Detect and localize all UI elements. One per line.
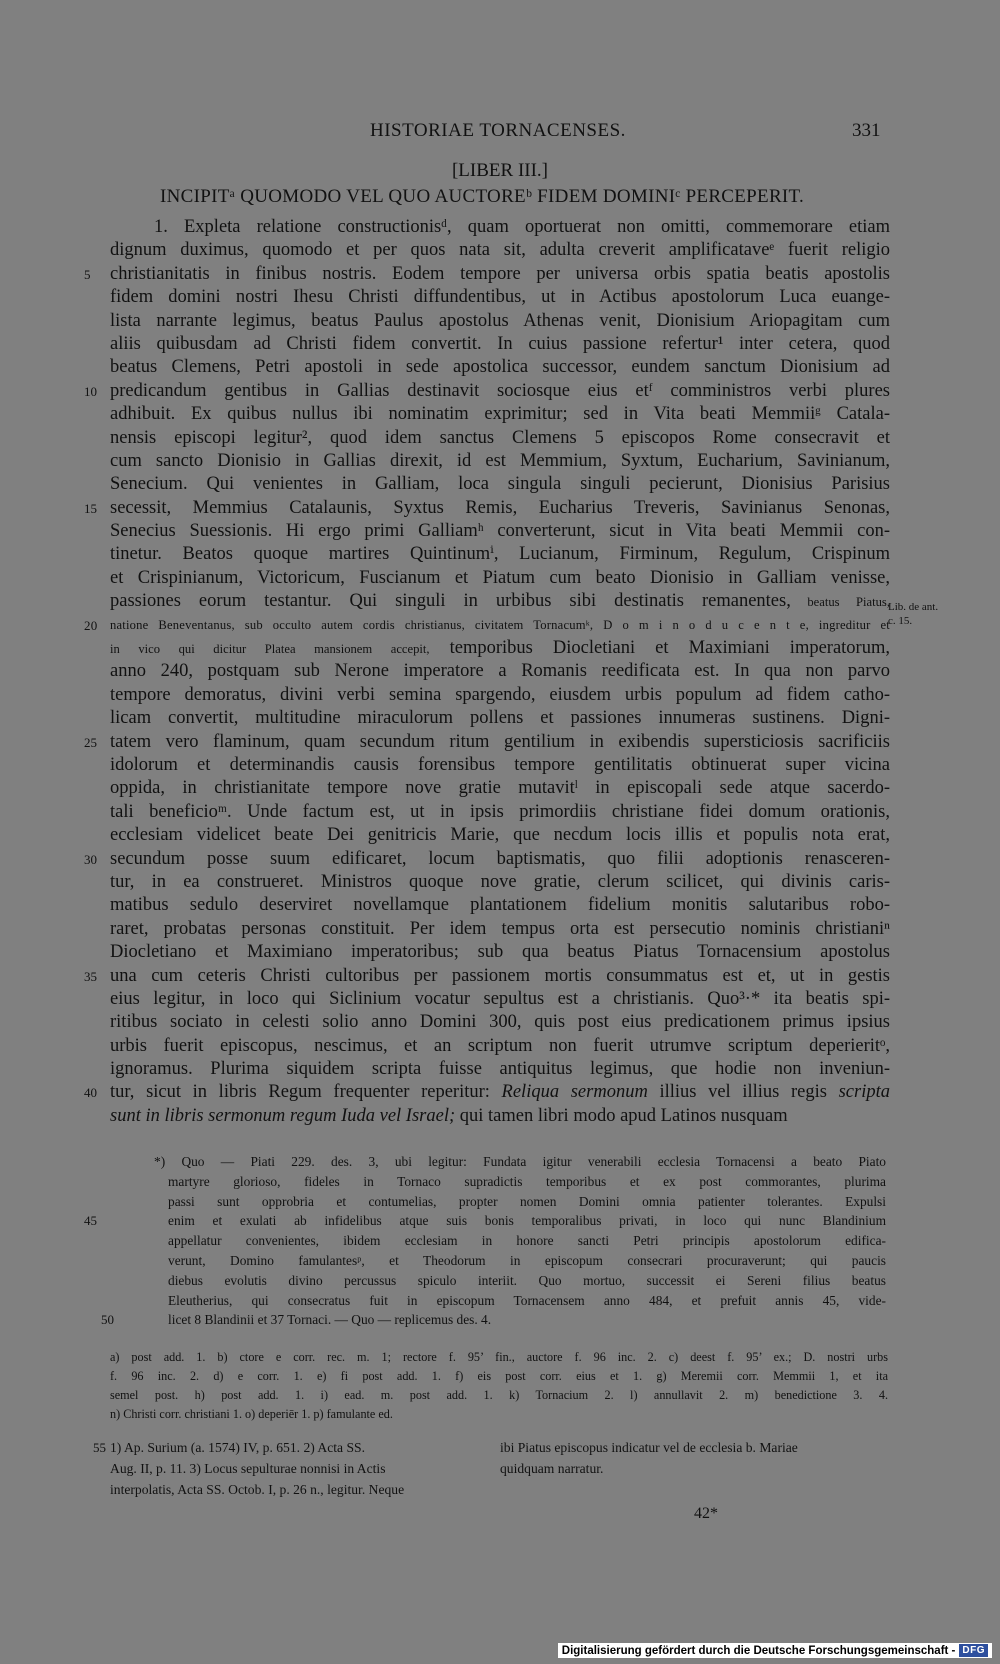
italic-span: sunt in libris sermonum regum Iuda vel Israel; <box>110 1105 456 1126</box>
text-line <box>84 848 890 871</box>
reference-left: 1) Ap. Surium (a. 1574) IV, p. 651. 2) Acta SS. <box>110 1440 366 1455</box>
text-span: tatem vero flaminum, quam secundum ritum gentilium in exibendis supersticiosis sacrificiis <box>110 731 890 752</box>
text-line <box>110 871 890 894</box>
text-line <box>110 286 890 309</box>
text-span: fidem domini nostri Ihesu Christi diffundentibus, ut in Actibus apostolorum Luca euange- <box>110 287 890 308</box>
text-line <box>84 263 890 286</box>
footnote-line <box>154 1291 886 1311</box>
signature-mark: 42* <box>694 1505 718 1522</box>
text-span: tur, in ea construeret. Ministros quoque nove gratie, clerum scilicet, qui divinis caris- <box>110 871 890 892</box>
reference-right: quidquam narratur. <box>500 1461 604 1476</box>
text-line <box>110 239 890 262</box>
footnote-line <box>154 1231 886 1251</box>
text-line <box>110 637 890 660</box>
footnote-line <box>84 1211 886 1231</box>
text-span: diebus evolutis divino percussus spiculo interiit. Quo mortuo, successit ei Sereni filius beatus <box>168 1272 886 1288</box>
line-number: 25 <box>84 734 97 750</box>
text-span: Eleutherius, qui consecratus fuit in episcopum Tornacensem anno 484, et prefuit annis 45, vide- <box>168 1292 886 1308</box>
reference-notes <box>93 1437 888 1500</box>
text-line <box>110 941 890 964</box>
text-line <box>110 1058 890 1081</box>
text-line <box>110 427 890 450</box>
text-span: ignoramus. Plurima siquidem scripta fuisse antiquitus legimus, que hodie non inveniun- <box>110 1059 890 1080</box>
text-span: tinetur. Beatos quoque martires Quintinumⁱ, Lucianum, Firminum, Regulum, Crispinum <box>110 544 890 565</box>
text-span: ecclesiam videlicet beate Dei genitricis Marie, que necdum locis illis et populis nota erat, <box>110 825 890 846</box>
text-span: secessit, Memmius Catalaunis, Syxtus Remis, Eucharius Treveris, Savinianus Senonas, <box>110 497 890 518</box>
text-span: licet 8 Blandinii et 37 Tornaci. — Quo — replicemus des. 4. <box>168 1312 492 1328</box>
reference-line <box>93 1437 888 1458</box>
text-line <box>110 777 890 800</box>
text-line <box>84 965 890 988</box>
text-line <box>110 567 890 590</box>
text-line <box>110 1035 890 1058</box>
text-span: nensis episcopi legitur², quod idem sanctus Clemens 5 episcopos Rome consecravit et <box>110 427 890 448</box>
text-line <box>84 1081 890 1104</box>
text-span: christianitatis in finibus nostris. Eodem tempore per universa orbis spatia beatis apostolis <box>110 263 890 284</box>
text-span: urbis fuerit episcopus, nescimus, et an scriptum non fuerit utrumve scriptum deperieritᵒ, <box>110 1035 890 1056</box>
text-span: Diocletiano et Maximiano imperatoribus; sub qua beatus Piatus Tornacensium apostolus <box>110 942 890 963</box>
italic-span: scripta <box>838 1082 890 1103</box>
text-line <box>110 403 890 426</box>
text-span: cum sancto Dionisio in Gallias direxit, id est Memmium, Syxtum, Eucharium, Savinianum, <box>110 450 890 471</box>
line-number: 15 <box>84 500 97 516</box>
text-span: passi sunt opprobria et contumelias, propter nomen Domini omnia patienter tolerantes. Expulsi <box>168 1193 886 1209</box>
margin-note-line: c. 15. <box>888 615 913 627</box>
text-line <box>110 988 890 1011</box>
text-line <box>110 310 890 333</box>
footnote-line <box>154 1251 886 1271</box>
line-number: 55 <box>93 1440 106 1455</box>
variant-note-line: a) post add. 1. b) ctore e corr. rec. m. 1; rectore f. 95’ fin., auctore f. 96 inc. 2. c) deest f. 95’ ex.; D. nostri urbs <box>110 1350 888 1364</box>
text-line <box>110 684 890 707</box>
footnote-line <box>101 1310 886 1330</box>
footnote-line <box>154 1172 886 1192</box>
text-span: Senecium. Qui venientes in Galliam, loca singula singuli pecierunt, Dionisius Parisius <box>110 474 890 495</box>
text-span: 1. Expleta relatione constructionisᵈ, quam oportuerat non omitti, commemorare etiam <box>154 217 890 237</box>
text-span: tempore demoratus, divini verbi semina spargendo, eiusdem urbis populum ad fidem catho- <box>110 684 890 705</box>
main-text <box>84 216 890 1128</box>
digitization-credit <box>558 1643 992 1658</box>
variant-notes <box>110 1348 888 1424</box>
text-line <box>110 590 890 613</box>
small-text: beatus Piatus, <box>790 595 890 610</box>
text-line <box>110 824 890 847</box>
text-line <box>84 614 890 637</box>
margin-note-line: Lib. de ant. <box>888 601 939 613</box>
line-number: 5 <box>84 266 91 282</box>
text-span: anno 240, postquam sub Nerone imperatore a Romanis reedificata est. In qua non parvo <box>110 661 890 682</box>
text-span: eius legitur, in loco qui Siclinium vocatur sepultus est a christianis. Quo³·* ita beatis spi- <box>110 988 890 1009</box>
footnote-line <box>154 1192 886 1212</box>
text-span: aliis quibusdam ad Christi fidem convertit. In cuius passione refertur¹ inter cetera, quod <box>110 333 890 354</box>
dfg-logo: DFG <box>959 1644 988 1657</box>
text-span: idolorum et determinandis causis forensibus tempore gentilitatis obtinuerat super vicina <box>110 754 890 775</box>
line-number: 10 <box>84 383 97 399</box>
line-number: 40 <box>84 1085 97 1101</box>
liber-heading: [LIBER III.] <box>451 160 549 181</box>
line-number: 30 <box>84 851 97 867</box>
text-line <box>84 497 890 520</box>
reference-right: ibi Piatus episcopus indicatur vel de ecclesia b. Mariae <box>500 1440 798 1455</box>
text-line <box>110 707 890 730</box>
credit-text: Digitalisierung gefördert durch die Deutsche Forschungsgemeinschaft - <box>561 1644 956 1657</box>
text-line <box>84 731 890 754</box>
text-span: et Crispinianum, Victoricum, Fuscianum et Piatum cum beato Dionisio in Galliam venisse, <box>110 567 890 588</box>
text-span: beatus Clemens, Petri apostoli in sede apostolica successor, eundem sanctum Dionisium ad <box>110 357 890 378</box>
italic-span: Reliqua sermonum <box>501 1082 648 1103</box>
text-span: secundum posse suum edificaret, locum baptismatis, quo filii adoptionis renasceren- <box>110 848 890 869</box>
footnote-line <box>154 1152 886 1172</box>
text-line <box>84 380 890 403</box>
text-line <box>110 356 890 379</box>
text-line <box>110 216 890 239</box>
variant-note-line: n) Christi corr. christiani 1. o) deperiēr 1. p) famulante ed. <box>110 1407 393 1421</box>
text-span: appellatur convenientes, ibidem ecclesiam in honore sancti Petri principis apostolorum edifica- <box>168 1233 886 1249</box>
margin-note <box>888 600 938 628</box>
line-number: 35 <box>84 968 97 984</box>
text-span: verunt, Domino famulantesᵖ, et Theodorum in episcopum consecrari procuraverunt; qui paucis <box>168 1252 886 1268</box>
text-span: raret, probatas personas constituit. Per idem tempus orta est persecutio nominis christianiⁿ <box>110 918 890 939</box>
incipit-heading: INCIPITᵃ QUOMODO VEL QUO AUCTOREᵇ FIDEM DOMINIᶜ PERCEPERIT. <box>160 186 805 207</box>
text-line <box>110 543 890 566</box>
text-line <box>110 450 890 473</box>
text-line <box>110 894 890 917</box>
text-span: enim et exulati ab infidelibus atque suis bonis temporalibus privati, in loco qui nunc Blandinium <box>168 1213 886 1229</box>
text-line <box>110 918 890 941</box>
text-line <box>110 333 890 356</box>
text-span: matibus sedulo deserviret novellamque plantationem fidelium monitis salutaribus robo- <box>110 895 890 916</box>
reference-left: Aug. II, p. 11. 3) Locus sepulturae nonnisi in Actis <box>110 1461 386 1476</box>
star-footnote <box>84 1152 886 1330</box>
line-number: 20 <box>84 617 98 633</box>
text-span: tur, sicut in libris Regum frequenter reperitur: <box>110 1082 502 1103</box>
text-span: Senecius Suessionis. Hi ergo primi Galliamʰ converterunt, sicut in Vita beati Memmii con- <box>110 521 890 542</box>
text-span: ritibus sociato in celesti solio anno Domini 300, quis post eius predicationem primus ipsius <box>110 1012 890 1033</box>
text-span: natione Beneventanus, sub occulto autem cordis christianus, civitatem Tornacumᵏ, D o m i n o d u c e n t e, ingreditur et <box>110 617 890 632</box>
text-span: temporibus Diocletiani et Maximiani imperatorum, <box>429 638 890 659</box>
text-line <box>110 520 890 543</box>
reference-line <box>110 1458 888 1479</box>
text-span: illius vel illius regis <box>647 1082 839 1103</box>
running-title: HISTORIAE TORNACENSES. <box>370 120 626 141</box>
text-span: passiones eorum testantur. Qui singuli in urbibus sibi destinatis remanentes, <box>110 591 791 612</box>
reference-left: interpolatis, Acta SS. Octob. I, p. 26 n., legitur. Neque <box>110 1482 405 1497</box>
text-span: predicandum gentibus in Gallias destinavit sociosque eius etᶠ comministros verbi plures <box>110 380 890 401</box>
small-text: in vico qui dicitur Platea mansionem accepit, <box>110 642 430 657</box>
text-line <box>110 1105 890 1128</box>
footnote-line <box>154 1271 886 1291</box>
text-line <box>110 660 890 683</box>
text-span: una cum ceteris Christi cultoribus per passionem mortis consummatus est et, ut in gestis <box>110 965 890 986</box>
text-span: adhibuit. Ex quibus nullus ibi nominatim exprimitur; sed in Vita beati Memmiiᵍ Catala- <box>110 404 890 425</box>
text-span: martyre glorioso, fideles in Tornaco supradictis temporibus et ex post commorantes, plurima <box>168 1173 886 1189</box>
text-line <box>110 1011 890 1034</box>
line-number: 50 <box>101 1312 114 1328</box>
text-line <box>110 801 890 824</box>
page-number: 331 <box>852 120 881 141</box>
text-line <box>110 473 890 496</box>
text-span: licam convertit, multitudine miraculorum pollens et passiones innumeras sustinens. Digni- <box>110 708 890 729</box>
text-line <box>110 754 890 777</box>
reference-line <box>110 1479 888 1500</box>
text-span: tali beneficioᵐ. Unde factum est, ut in ipsis primordiis christiane fidei domum orationis, <box>110 801 890 822</box>
line-number: 45 <box>84 1213 97 1229</box>
text-span: lista narrante legimus, beatus Paulus apostolus Athenas venit, Dionisium Ariopagitam cum <box>110 310 890 331</box>
text-span: oppida, in christianitate tempore nove gratie mutavitˡ in episcopali sede atque sacerdo- <box>110 778 890 799</box>
text-span: dignum duximus, quomodo et per quos nata sit, adulta creverit amplificataveᵉ fuerit religio <box>110 240 890 261</box>
text-span: *) Quo — Piati 229. des. 3, ubi legitur: Fundata igitur venerabili ecclesia Tornacensi a beato Piato <box>154 1154 886 1169</box>
text-span: qui tamen libri modo apud Latinos nusquam <box>455 1105 788 1126</box>
variant-note-line: semel post. h) post add. 1. i) ead. m. post add. 1. k) Tornacium 2. l) annullavit 2. m) benedictione 3. 4. <box>110 1388 888 1402</box>
variant-note-line: f. 96 inc. 2. d) e corr. 1. e) fi post add. 1. f) eis post corr. eius et 1. g) Meremii corr. Memmii 1, et ita <box>110 1369 888 1383</box>
